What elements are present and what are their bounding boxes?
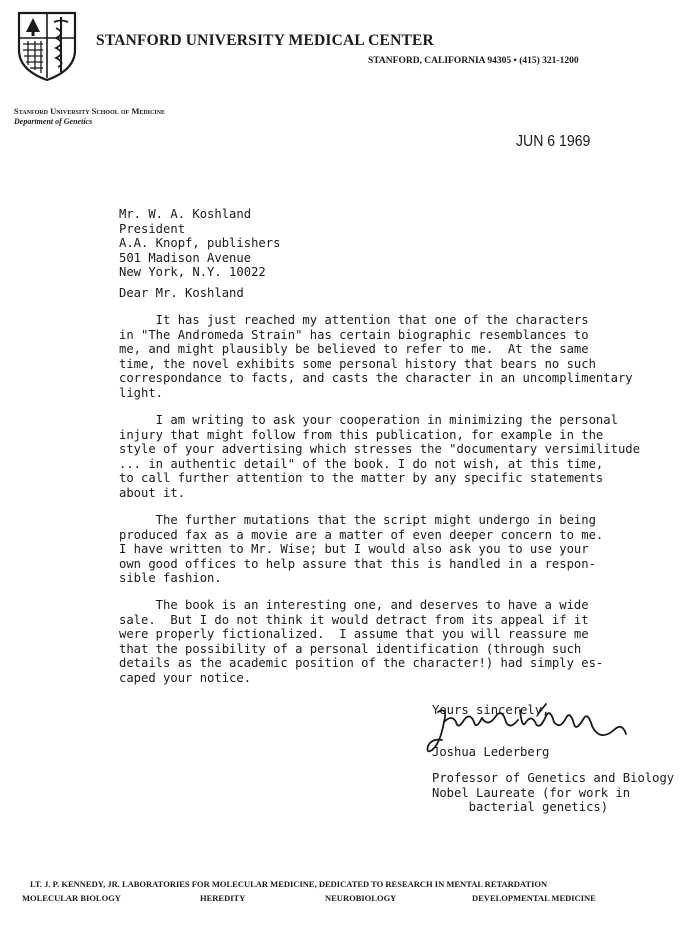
university-seal-icon [16, 10, 78, 82]
body-paragraph: The book is an interesting one, and deserves to have a wide sale. But I do not think it would detract from its appeal if it were properly fictionalized. I assume that you will reassure me that the possibility of a personal identification (through such details as the academic position of the character!) had simply es- caped your notice. [119, 598, 604, 685]
letter-date-stamp: JUN 6 1969 [516, 133, 591, 150]
footer-category: NEUROBIOLOGY [325, 893, 397, 903]
body-paragraph: The further mutations that the script might undergo in being produced fax as a movie are a matter of even deeper concern to me. I have written to Mr. Wise; but I would also ask you to use your own good offices to help assure that this is handled in a respon- sible fashion. [119, 513, 604, 585]
closing: Yours sincerely, [432, 703, 550, 717]
handwritten-signature-icon [418, 700, 633, 772]
body-paragraph: It has just reached my attention that one of the characters in "The Andromeda Strain" has certain biographic resemblances to me, and might plausibly be believed to refer to me. At the same time, the novel exhibits some personal history that bears no such correspondance to facts, and casts the character in an uncomplimentary light. [119, 313, 633, 400]
body-paragraph: I am writing to ask your cooperation in minimizing the personal injury that might follow from this publication, for example in the style of your advertising which stresses the "documentary versimilitude ... in authentic detail" of the book. I do not wish, at this time, to call further attention to the matter by any specific statements about it. [119, 413, 640, 500]
recipient-address: Mr. W. A. Koshland President A.A. Knopf, publishers 501 Madison Avenue New York, N.Y. 10022 [119, 207, 281, 279]
footer-category: MOLECULAR BIOLOGY [22, 893, 121, 903]
signer-name: Joshua Lederberg [432, 745, 550, 759]
organization-name: STANFORD UNIVERSITY MEDICAL CENTER [96, 32, 434, 49]
footer-category: DEVELOPMENTAL MEDICINE [472, 893, 596, 903]
footer-category: HEREDITY [200, 893, 246, 903]
organization-address: STANFORD, CALIFORNIA 94305 • (415) 321-1200 [368, 56, 579, 66]
signer-title: Professor of Genetics and Biology Nobel Laureate (for work in bacterial genetics) [432, 771, 675, 814]
school-name: Stanford University School of Medicine [14, 106, 166, 116]
footer-laboratory-line: LT. J. P. KENNEDY, JR. LABORATORIES FOR MOLECULAR MEDICINE, DEDICATED TO RESEARCH IN MENTAL RETARDATION [30, 879, 548, 889]
department-name: Department of Genetics [14, 117, 93, 126]
salutation: Dear Mr. Koshland [119, 286, 244, 300]
